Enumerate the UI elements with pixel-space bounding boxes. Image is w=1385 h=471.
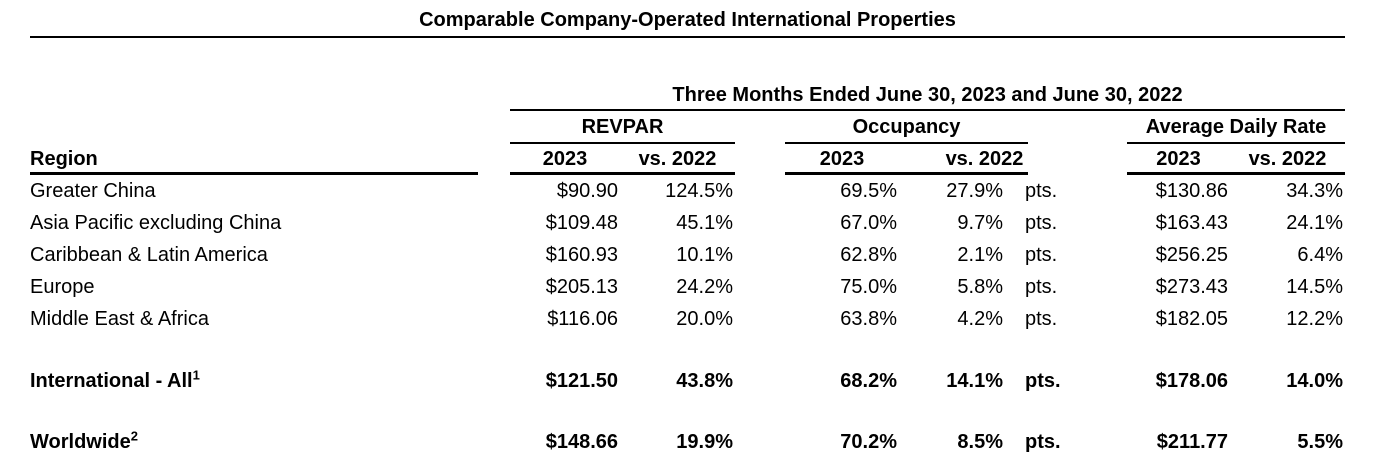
column-gap — [735, 425, 785, 459]
column-gap — [1070, 271, 1127, 303]
region-label: Worldwide — [30, 431, 131, 453]
revpar-vs-2022-cell: 43.8% — [676, 370, 733, 392]
group-header-row — [30, 111, 1345, 144]
revpar-2023-cell: $116.06 — [547, 308, 618, 330]
region-cell: Caribbean & Latin America — [30, 244, 268, 266]
column-gap — [1070, 239, 1127, 271]
occupancy-2023-cell: 75.0% — [840, 276, 897, 298]
revpar-vs-2022-cell: 24.2% — [676, 276, 733, 298]
adr-2023-header: 2023 — [1127, 144, 1230, 175]
occupancy-2023-header: 2023 — [785, 144, 899, 175]
adr-vs-2022-cell: 6.4% — [1297, 244, 1343, 266]
occupancy-vs-2022-cell: 4.2% — [957, 308, 1003, 330]
period-header: Three Months Ended June 30, 2023 and June 30, 2022 — [510, 84, 1345, 111]
column-gap — [735, 207, 785, 239]
occupancy-vs-2022-cell: 9.7% — [957, 212, 1003, 234]
column-gap — [1070, 111, 1127, 144]
occupancy-unit-cell: pts. — [1025, 212, 1058, 234]
adr-2023-cell: $256.25 — [1155, 244, 1228, 266]
adr-vs-2022-cell: 14.5% — [1286, 276, 1343, 298]
table-row-caribbean-latin-america — [30, 239, 1345, 271]
column-gap — [1070, 144, 1127, 175]
occupancy-unit-cell: pts. — [1025, 308, 1058, 330]
region-column-header: Region — [30, 144, 510, 175]
occupancy-vs-2022-cell: 2.1% — [957, 244, 1003, 266]
column-gap — [735, 364, 785, 398]
region-cell: Asia Pacific excluding China — [30, 212, 282, 234]
revpar-2023-cell: $121.50 — [545, 370, 618, 392]
adr-2023-cell: $130.86 — [1155, 180, 1228, 202]
region-cell — [30, 425, 510, 459]
adr-vs-2022-cell: 34.3% — [1286, 180, 1343, 202]
adr-2023-cell: $182.05 — [1155, 308, 1228, 330]
region-label: International - All — [30, 370, 193, 392]
column-gap — [1070, 303, 1127, 335]
region-cell: Greater China — [30, 180, 156, 202]
column-gap — [1070, 364, 1127, 398]
table-row-international-all — [30, 364, 1345, 398]
revpar-2023-cell: $205.13 — [545, 276, 618, 298]
table-row-greater-china — [30, 175, 1345, 207]
spacer-cell — [30, 398, 1345, 425]
region-cell: Europe — [30, 276, 95, 298]
occupancy-2023-cell: 63.8% — [840, 308, 897, 330]
adr-vs-2022-header: vs. 2022 — [1230, 144, 1345, 175]
table-row-europe — [30, 271, 1345, 303]
revpar-vs-2022-cell: 124.5% — [665, 180, 733, 202]
revpar-2023-cell: $90.90 — [556, 180, 618, 202]
column-gap — [735, 111, 785, 144]
occupancy-unit-cell: pts. — [1025, 244, 1058, 266]
adr-2023-cell: $178.06 — [1155, 370, 1228, 392]
revpar-2023-cell: $160.93 — [545, 244, 618, 266]
adr-2023-cell: $163.43 — [1155, 212, 1228, 234]
table-row-worldwide — [30, 425, 1345, 459]
period-header-row — [30, 84, 1345, 111]
occupancy-2023-cell: 67.0% — [840, 212, 897, 234]
column-gap — [735, 239, 785, 271]
revpar-vs-2022-cell: 45.1% — [676, 212, 733, 234]
column-gap — [1070, 425, 1127, 459]
spacer-cell — [30, 335, 1345, 364]
revpar-vs-2022-cell: 19.9% — [676, 431, 733, 453]
revpar-2023-header: 2023 — [510, 144, 620, 175]
column-gap — [735, 271, 785, 303]
region-cell: Middle East & Africa — [30, 308, 209, 330]
footnote-marker: 2 — [130, 428, 138, 444]
occupancy-vs-2022-cell: 5.8% — [957, 276, 1003, 298]
table-row-asia-pacific — [30, 207, 1345, 239]
region-cell — [30, 364, 510, 398]
column-gap — [1070, 207, 1127, 239]
adr-vs-2022-cell: 24.1% — [1286, 212, 1343, 234]
column-gap — [1070, 175, 1127, 207]
adr-2023-cell: $273.43 — [1155, 276, 1228, 298]
adr-vs-2022-cell: 5.5% — [1297, 431, 1343, 453]
comparable-properties-table — [30, 84, 1345, 459]
column-gap — [735, 144, 785, 175]
group-header-revpar: REVPAR — [510, 111, 735, 144]
occupancy-2023-cell: 69.5% — [840, 180, 897, 202]
column-gap — [735, 175, 785, 207]
occupancy-vs-2022-cell: 27.9% — [946, 180, 1003, 202]
revpar-vs-2022-header: vs. 2022 — [620, 144, 735, 175]
revpar-2023-cell: $148.66 — [545, 431, 618, 453]
occupancy-unit-cell: pts. — [1025, 276, 1058, 298]
occupancy-vs-2022-cell: 8.5% — [957, 431, 1003, 453]
document-title: Comparable Company-Operated International Properties — [30, 6, 1345, 38]
adr-2023-cell: $211.77 — [1156, 431, 1228, 453]
spacer-row — [30, 398, 1345, 425]
revpar-2023-cell: $109.48 — [545, 212, 618, 234]
occupancy-unit-cell: pts. — [1025, 431, 1061, 453]
footnote-marker: 1 — [192, 367, 200, 383]
group-header-occupancy: Occupancy — [785, 111, 1070, 144]
column-gap — [735, 303, 785, 335]
adr-vs-2022-cell: 12.2% — [1286, 308, 1343, 330]
occupancy-unit-cell: pts. — [1025, 180, 1058, 202]
occupancy-unit-cell: pts. — [1025, 370, 1061, 392]
empty-cell — [30, 111, 510, 144]
revpar-vs-2022-cell: 20.0% — [676, 308, 733, 330]
adr-vs-2022-cell: 14.0% — [1286, 370, 1343, 392]
occupancy-vs-2022-header: vs. 2022 — [899, 144, 1070, 175]
empty-cell — [30, 84, 510, 111]
occupancy-2023-cell: 68.2% — [840, 370, 897, 392]
table-row-middle-east-africa — [30, 303, 1345, 335]
occupancy-2023-cell: 62.8% — [840, 244, 897, 266]
spacer-row — [30, 335, 1345, 364]
revpar-vs-2022-cell: 10.1% — [676, 244, 733, 266]
sub-header-row — [30, 144, 1345, 175]
group-header-adr: Average Daily Rate — [1127, 111, 1345, 144]
occupancy-vs-2022-cell: 14.1% — [946, 370, 1003, 392]
occupancy-2023-cell: 70.2% — [840, 431, 897, 453]
